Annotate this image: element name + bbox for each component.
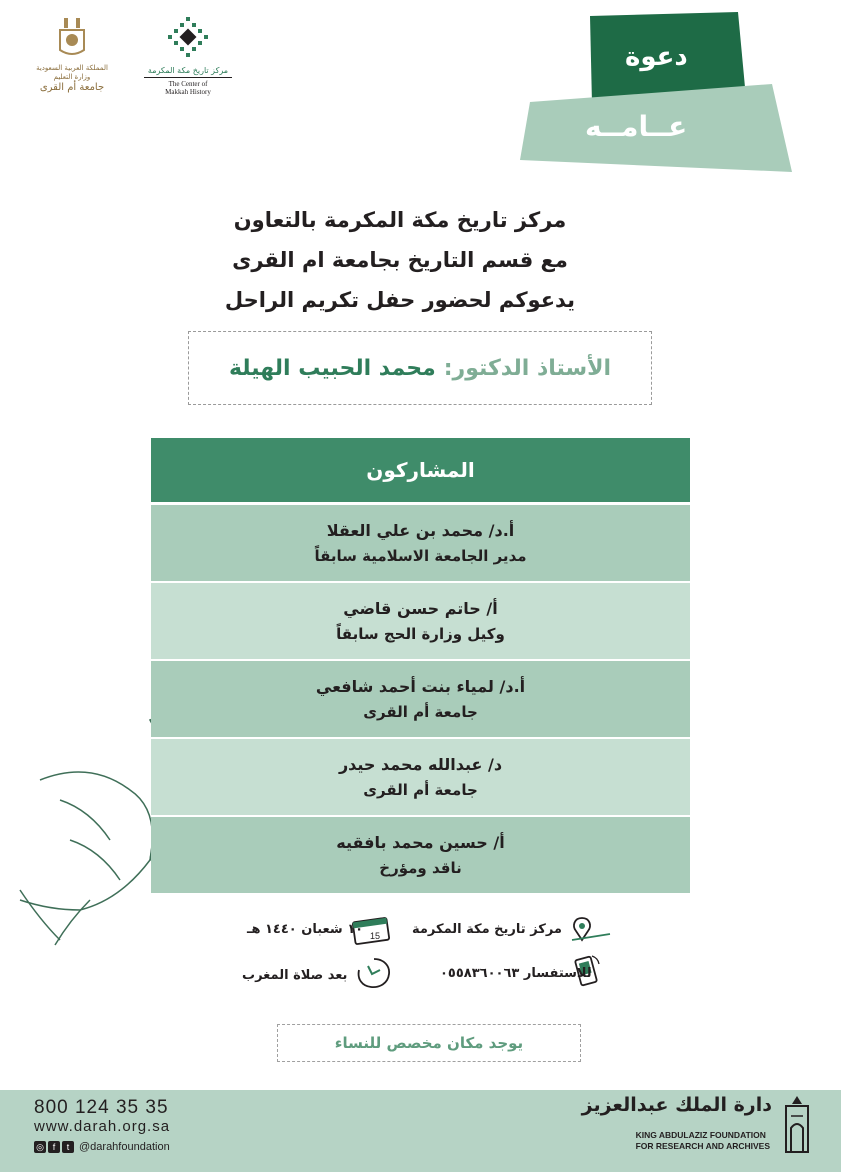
badge-public-word: عــامــه: [585, 110, 688, 143]
participant-name: أ/ حسين محمد بافقيه: [336, 833, 505, 852]
participant-role: وكيل وزارة الحج سابقاً: [336, 625, 505, 643]
inquiry-label: للاستفسار: [523, 966, 592, 981]
cmh-english-line2: Makkah History: [165, 88, 211, 96]
darah-english-line2: FOR RESEARCH AND ARCHIVES: [635, 1141, 770, 1151]
footer-website[interactable]: www.darah.org.sa: [34, 1118, 171, 1135]
intro-line-3: يدعوكم لحضور حفل تكريم الراحل: [224, 288, 576, 312]
participant-row: [151, 505, 690, 583]
participants-table: [151, 438, 690, 895]
darah-building-icon: [780, 1094, 814, 1156]
darah-english-name: [636, 1130, 770, 1152]
participant-role: جامعة أم القرى: [363, 703, 478, 721]
inquiry-number: ٠٥٥٨٣٦٠٠٦٣: [440, 966, 520, 981]
participants-header: المشاركون: [151, 438, 690, 505]
calendar-day: 15: [370, 931, 381, 941]
instagram-icon[interactable]: ◎: [34, 1141, 46, 1153]
darah-arabic-name: دارة الملك عبدالعزيز: [581, 1094, 772, 1116]
participant-role: مدير الجامعة الاسلامية سابقاً: [314, 547, 527, 565]
cmh-arabic-name: مركز تاريخ مكة المكرمة: [147, 66, 229, 75]
women-space-text: يوجد مكان مخصص للنساء: [334, 1034, 524, 1052]
twitter-icon[interactable]: t: [62, 1141, 74, 1153]
uqu-line-ministry: وزارة التعليم: [53, 73, 91, 81]
participant-name: أ.د/ لمياء بنت أحمد شافعي: [315, 677, 526, 696]
participant-role: ناقد ومؤرخ: [379, 859, 462, 877]
participant-row: [151, 583, 690, 661]
invitation-intro: [160, 200, 640, 320]
umm-al-qura-logo: [28, 16, 116, 106]
date-text: ١٠ شعبان ١٤٤٠ هـ: [247, 922, 364, 937]
darah-foundation-logo: [581, 1092, 820, 1162]
participant-name: أ.د/ محمد بن علي العقلا: [326, 521, 515, 540]
darah-english-line1: KING ABDULAZIZ FOUNDATION: [635, 1130, 766, 1140]
footer-phone: 800 124 35 35: [34, 1097, 169, 1118]
intro-line-2: مع قسم التاريخ بجامعة ام القرى: [232, 248, 568, 272]
uqu-line-kingdom: المملكة العربية السعودية: [36, 64, 108, 72]
social-handle: @darahfoundation: [79, 1141, 170, 1153]
diamond-pattern-icon: [165, 16, 211, 62]
participant-name: أ/ حاتم حسن قاضي: [343, 599, 498, 618]
participant-name: د/ عبدالله محمد حيدر: [338, 755, 503, 774]
participant-role: جامعة أم القرى: [363, 781, 478, 799]
honoree-title: الأستاذ الدكتور:: [443, 355, 612, 381]
time-text: بعد صلاة المغرب: [242, 968, 348, 983]
honoree-name: محمد الحبيب الهيلة: [228, 355, 436, 381]
participant-row: [151, 739, 690, 817]
participant-row: [151, 817, 690, 895]
intro-line-1: مركز تاريخ مكة المكرمة بالتعاون: [233, 208, 567, 232]
location-pin-icon: [568, 916, 612, 944]
women-space-notice: [277, 1024, 581, 1062]
badge-invitation-word: دعوة: [625, 42, 688, 72]
uqu-line-university: جامعة أم القرى: [39, 82, 105, 93]
honoree-box: [188, 331, 652, 405]
clock-icon: [354, 956, 394, 990]
facebook-icon[interactable]: f: [48, 1141, 60, 1153]
location-text: مركز تاريخ مكة المكرمة: [412, 922, 562, 937]
cmh-divider: [144, 77, 232, 78]
footer-social: [34, 1140, 170, 1154]
invitation-badge-shape: [520, 12, 800, 182]
university-seal-icon: [55, 16, 89, 60]
inquiry-line: [440, 966, 592, 981]
participant-row: [151, 661, 690, 739]
cmh-english-line1: The Center of: [168, 80, 208, 88]
makkah-history-center-logo: [138, 16, 238, 108]
